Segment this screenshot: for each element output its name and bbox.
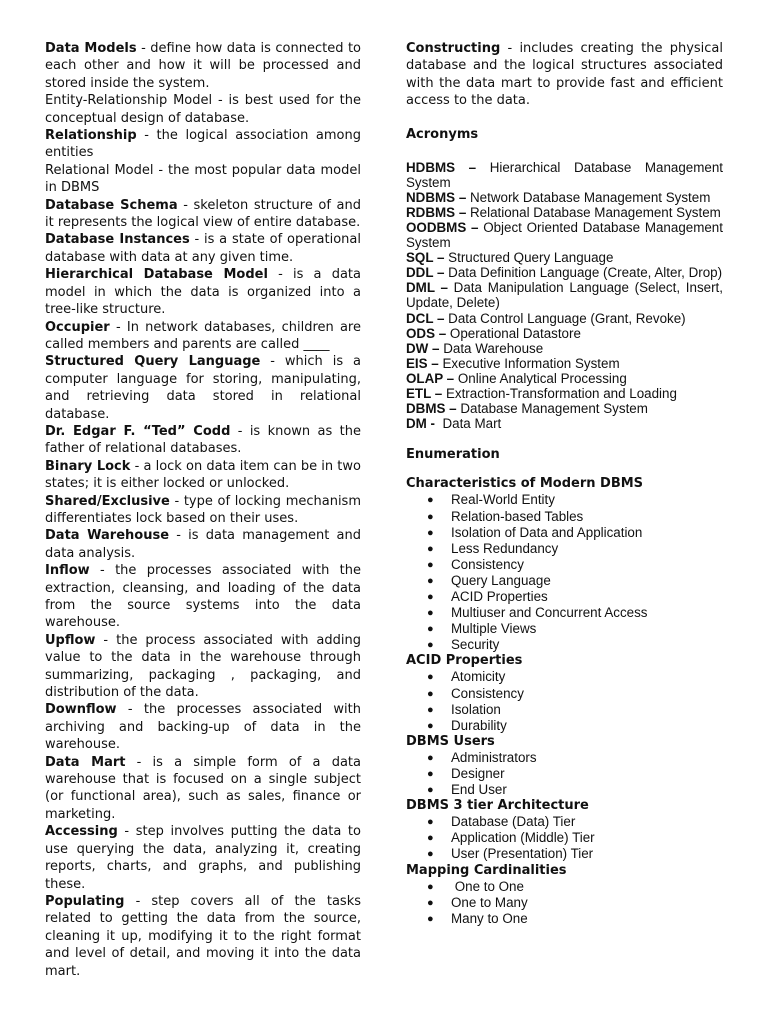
list-item (406, 557, 723, 573)
item-text: One to One (451, 878, 524, 894)
term: Relationship (45, 128, 137, 144)
definition-relational-model (45, 162, 361, 197)
acronym-item (406, 160, 723, 190)
definition-text: - is a simple form of a data warehouse that is focused on a single subject (or functional area), such as sales, finance or marketing. (45, 754, 361, 822)
item-text: End User (451, 782, 507, 798)
acronym-item (406, 386, 723, 401)
right-column (406, 40, 723, 927)
acronym-abbr: HDBMS – (406, 159, 477, 175)
item-text: Designer (451, 766, 505, 781)
list-item (406, 686, 723, 702)
definition-binary-lock (45, 458, 361, 493)
bullet-icon: ● (427, 510, 434, 523)
list-item (406, 814, 723, 830)
bullet-icon: ● (427, 896, 434, 909)
list-item (406, 637, 723, 653)
definition-upflow (45, 632, 361, 702)
bullet-icon: ● (427, 912, 434, 925)
group-list (406, 879, 723, 927)
list-item (406, 782, 723, 798)
term: Hierarchical Database Model (45, 267, 268, 283)
definition-data-models (45, 40, 361, 92)
bullet-icon: ● (427, 526, 434, 539)
term: Structured Query Language (45, 354, 261, 370)
list-item (406, 669, 723, 685)
definition-text: - step covers all of the tasks related to getting the data from the source, cleaning it up, modifying it to the right format and level of detail, and moving it into the data mart. (45, 893, 361, 979)
list-item (406, 589, 723, 605)
list-item (406, 718, 723, 734)
item-text: Many to One (451, 910, 528, 926)
item-text: Relation-based Tables (451, 508, 584, 524)
list-item (406, 750, 723, 766)
list-item (406, 605, 723, 621)
acronym-full: Extraction-Transformation and Loading (442, 386, 677, 402)
item-text: Multiple Views (451, 621, 537, 637)
item-text: Query Language (451, 572, 551, 588)
definition-text: Entity-Relationship Model - is best used for the conceptual design of database. (45, 93, 361, 126)
list-item (406, 766, 723, 782)
definition-text: - which is a computer language for storing, manipulating, and retrieving data stored in relational database. (45, 354, 361, 422)
list-item (406, 492, 723, 508)
item-text: Database (Data) Tier (451, 814, 576, 830)
group-list (406, 669, 723, 733)
definition-text: Relational Model - the most popular data model in DBMS (45, 162, 361, 196)
group-list (406, 750, 723, 798)
acronym-list (406, 160, 723, 432)
left-column (45, 40, 361, 980)
acronym-item (406, 205, 723, 220)
bullet-icon: ● (427, 703, 434, 716)
bullet-icon: ● (427, 848, 434, 861)
bullet-icon: ● (427, 784, 434, 797)
group-title: Characteristics of Modern DBMS (406, 476, 644, 492)
definition-text: - a lock on data item can be in two states; it is either locked or unlocked. (45, 458, 361, 492)
item-text: Multiuser and Concurrent Access (451, 605, 648, 621)
list-item (406, 702, 723, 718)
acronym-full: Executive Information System (438, 355, 620, 371)
definition-text: - type of locking mechanism differentiates lock based on their uses. (45, 493, 361, 526)
item-text: Atomicity (451, 669, 506, 685)
acronym-abbr: EIS – (406, 355, 439, 371)
acronym-item (406, 220, 723, 250)
bullet-icon: ● (427, 558, 434, 571)
definition-codd (45, 423, 361, 458)
acronym-full: Data Mart (435, 416, 502, 432)
item-text: Security (451, 637, 500, 653)
acronym-item (406, 356, 723, 371)
definition-text: - the processes associated with archiving and backing-up of data in the warehouse. (45, 702, 361, 753)
definition-accessing (45, 823, 361, 893)
acronym-abbr: DML – (406, 280, 448, 296)
acronym-full: Data Definition Language (Create, Alter, Drop) (444, 265, 723, 281)
definition-text: - is data management and data analysis. (45, 528, 361, 561)
list-item (406, 879, 723, 895)
bullet-icon: ● (427, 590, 434, 603)
definition-relationship (45, 127, 361, 162)
acronym-item (406, 341, 723, 356)
term: Database Schema (45, 197, 178, 213)
enumeration-groups (406, 476, 723, 927)
acronym-item (406, 416, 723, 431)
item-text: Real-World Entity (451, 492, 555, 508)
definition-occupier (45, 319, 361, 354)
acronym-abbr: DCL – (406, 310, 445, 326)
definition-shared-exclusive (45, 493, 361, 528)
group-list (406, 492, 723, 653)
item-text: User (Presentation) Tier (451, 846, 594, 862)
list-item (406, 911, 723, 927)
term: Accessing (45, 824, 118, 840)
acronym-abbr: OLAP – (406, 370, 455, 386)
acronym-item (406, 265, 723, 280)
bullet-icon: ● (427, 768, 434, 780)
term: Shared/Exclusive (45, 493, 170, 509)
item-text: Less Redundancy (451, 540, 559, 556)
acronyms-heading: Acronyms (406, 126, 479, 142)
acronym-item (406, 280, 723, 310)
bullet-icon: ● (427, 639, 434, 652)
definition-text: - is a state of operational database with data at any given time. (45, 232, 362, 265)
acronym-item (406, 371, 723, 386)
bullet-icon: ● (427, 832, 434, 845)
bullet-icon: ● (427, 494, 434, 507)
item-text: Consistency (451, 685, 524, 701)
term: Occupier (45, 319, 110, 335)
term: Constructing (406, 41, 501, 56)
term: Downflow (45, 702, 117, 718)
acronym-full: Data Warehouse (439, 340, 544, 356)
definition-hierarchical-model (45, 266, 361, 318)
acronym-abbr: RDBMS – (406, 204, 467, 220)
item-text: Consistency (451, 556, 524, 572)
acronym-full: Structured Query Language (444, 250, 614, 266)
bullet-icon: ● (427, 816, 434, 829)
definition-data-warehouse (45, 527, 361, 562)
acronym-item (406, 311, 723, 326)
acronym-full: Operational Datastore (446, 325, 581, 341)
item-text: Administrators (451, 749, 537, 765)
definition-inflow (45, 562, 361, 632)
list-item (406, 846, 723, 862)
acronym-item (406, 326, 723, 341)
item-text: Application (Middle) Tier (451, 830, 595, 846)
acronym-full: Object Oriented Database Management System (406, 220, 723, 251)
term: Database Instances (45, 232, 190, 248)
acronym-full: Relational Database Management System (466, 204, 721, 220)
definition-database-instances (45, 231, 361, 266)
group-title: DBMS Users (406, 733, 495, 749)
term: Data Models (45, 41, 137, 56)
definition-text: - step involves putting the data to use querying the data, analyzing it, creating reports, charts, and graphs, and publishing these. (45, 824, 361, 892)
item-text: ACID Properties (451, 588, 548, 604)
bullet-icon: ● (427, 607, 434, 620)
acronym-abbr: SQL – (406, 250, 445, 266)
definition-text: - the logical association among entities (45, 128, 361, 161)
definition-data-mart (45, 754, 361, 824)
list-item (406, 573, 723, 589)
definition-text: - is known as the father of relational databases. (45, 423, 361, 457)
definition-text: - the process associated with adding value to the data in the warehouse through summarizing, packaging , packaging, and distribution of the data. (45, 632, 361, 701)
definition-constructing (406, 40, 723, 110)
definition-text: - is a data model in which the data is organized into a tree-like structure. (45, 267, 361, 318)
list-item (406, 525, 723, 541)
acronym-full: Online Analytical Processing (454, 370, 627, 386)
bullet-icon: ● (427, 623, 434, 636)
bullet-icon: ● (427, 751, 434, 764)
term: Data Warehouse (45, 528, 170, 544)
acronym-full: Data Control Language (Grant, Revoke) (444, 310, 686, 326)
acronym-abbr: DBMS – (406, 401, 457, 417)
definition-text: - define how data is connected to each other and how it will be processed and stored inside the system. (45, 41, 361, 91)
group-title: Mapping Cardinalities (406, 862, 567, 878)
acronym-abbr: DW – (406, 340, 440, 356)
item-text: One to Many (451, 894, 528, 910)
definition-text: - skeleton structure of and it represents the logical view of entire database. (45, 197, 362, 231)
acronym-full: Network Database Management System (466, 189, 711, 205)
term: Dr. Edgar F. “Ted” Codd (45, 423, 231, 439)
definition-sql (45, 353, 361, 423)
list-item (406, 509, 723, 525)
acronym-abbr: NDBMS – (406, 189, 467, 205)
term: Populating (45, 893, 125, 909)
definition-text: - In network databases, children are called members and parents are called ____ (45, 319, 361, 352)
definition-er-model (45, 92, 361, 127)
acronym-abbr: DM - (406, 416, 436, 432)
definition-text: - includes creating the physical database and the logical structures associated with the data mart to provide fast and efficient access to the data. (406, 41, 723, 109)
item-text: Durability (451, 717, 507, 733)
term: Upflow (45, 632, 96, 648)
bullet-icon: ● (427, 671, 434, 684)
term: Binary Lock (45, 458, 131, 474)
acronym-full: Data Manipulation Language (Select, Insert, Update, Delete) (406, 280, 723, 311)
definition-database-schema (45, 197, 361, 232)
definition-downflow (45, 701, 361, 753)
list-item (406, 621, 723, 637)
definition-text: - the processes associated with the extraction, cleansing, and loading of the data from the source systems into the data warehouse. (45, 563, 361, 631)
bullet-icon: ● (427, 574, 434, 587)
acronym-abbr: ODS – (406, 325, 447, 341)
acronym-abbr: DDL – (406, 265, 445, 281)
bullet-icon: ● (427, 719, 434, 732)
acronym-item (406, 401, 723, 416)
acronym-full: Database Management System (456, 401, 648, 417)
item-text: Isolation of Data and Application (451, 524, 643, 540)
item-text: Isolation (451, 701, 501, 717)
definition-populating (45, 893, 361, 980)
bullet-icon: ● (427, 880, 434, 893)
acronym-full: Hierarchical Database Management System (406, 159, 724, 190)
list-item (406, 895, 723, 911)
acronym-item (406, 190, 723, 205)
group-title: ACID Properties (406, 653, 523, 669)
group-list (406, 814, 723, 862)
term: Inflow (45, 563, 90, 579)
bullet-icon: ● (427, 687, 434, 700)
bullet-icon: ● (427, 542, 434, 555)
list-item (406, 830, 723, 846)
enumeration-heading: Enumeration (406, 447, 500, 463)
acronym-abbr: ETL – (406, 386, 443, 402)
acronym-abbr: OODBMS – (406, 220, 479, 235)
list-item (406, 541, 723, 557)
acronym-item (406, 250, 723, 265)
group-title: DBMS 3 tier Architecture (406, 798, 589, 814)
term: Data Mart (45, 754, 126, 770)
